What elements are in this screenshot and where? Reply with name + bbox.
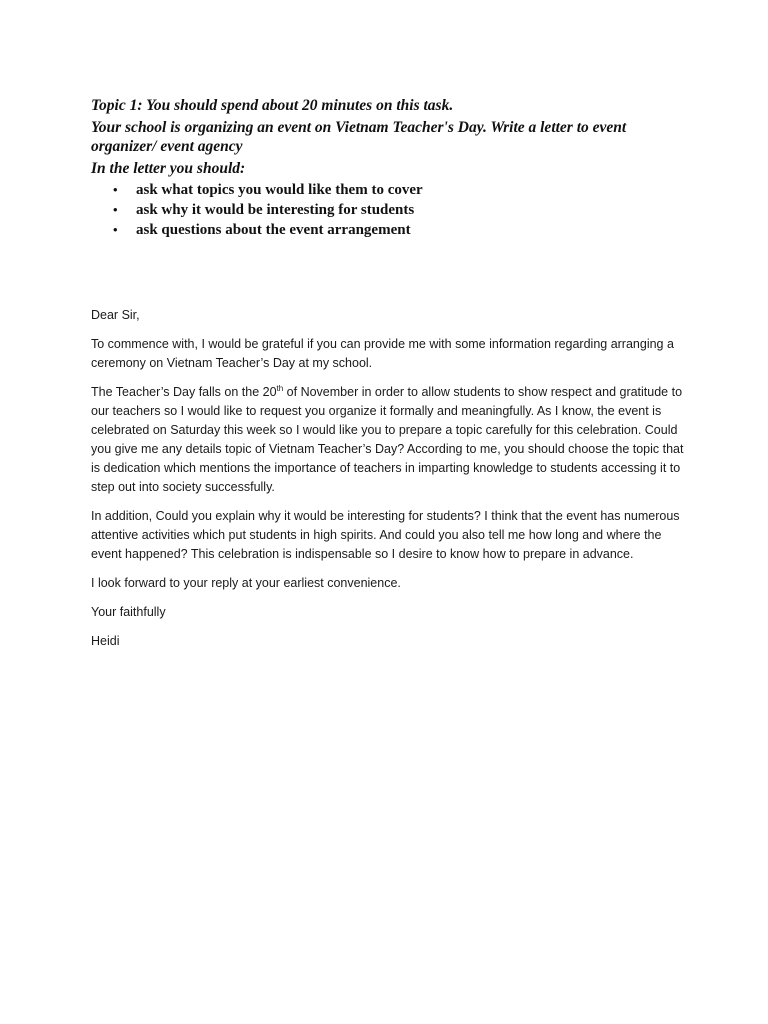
task-line-2: organizer/ event agency — [91, 138, 243, 155]
task-line-1: Your school is organizing an event on Vietnam Teacher's Day. Write a letter to event — [91, 119, 627, 136]
signature: Heidi — [91, 634, 120, 648]
sign-off: Your faithfully — [91, 605, 166, 619]
salutation: Dear Sir, — [91, 308, 140, 322]
bullet-icon: • — [113, 222, 118, 237]
paragraph-3: In addition, Could you explain why it would be interesting for students? I think that the event has numerous attentive activities which put students in high spirits. And could you also tell me how long and where the event happened? This celebration is indispensable so I desire to know how to prepare in advance. — [91, 509, 680, 561]
bullet-icon: • — [113, 202, 118, 217]
closing-line: I look forward to your reply at your earliest convenience. — [91, 576, 401, 590]
instruction-line: In the letter you should: — [91, 160, 246, 177]
task-bullet-text: ask what topics you would like them to cover — [136, 182, 423, 198]
paragraph-1: To commence with, I would be grateful if you can provide me with some information regarding arranging a ceremony on Vietnam Teacher’s Day at my school. — [91, 337, 674, 370]
ordinal-suffix: th — [276, 383, 284, 393]
task-bullet-list — [91, 180, 691, 240]
letter-body — [91, 306, 691, 661]
paragraph-2-part-b: of November in order to allow students to show respect and gratitude to our teachers so I would like to request you organize it formally and meaningfully. As I know, the event is celebrated on Saturday this week so I would like you to prepare a topic carefully for this celebration. Could you give me any details topic of Vietnam Teacher’s Day? According to me, you should choose the topic that is dedication which mentions the importance of teachers in imparting knowledge to students accessing it to step out into society successfully. — [91, 385, 684, 494]
paragraph-2-part-a: The Teacher’s Day falls on the 20 — [91, 385, 277, 399]
task-bullet-text: ask questions about the event arrangement — [136, 222, 411, 238]
task-prompt — [91, 96, 691, 240]
topic-line: Topic 1: You should spend about 20 minutes on this task. — [91, 97, 454, 114]
task-bullet — [91, 180, 691, 200]
paragraph-2 — [91, 383, 691, 497]
task-bullet-text: ask why it would be interesting for students — [136, 202, 415, 218]
bullet-icon: • — [113, 182, 118, 197]
task-bullet — [91, 220, 691, 240]
task-bullet — [91, 200, 691, 220]
